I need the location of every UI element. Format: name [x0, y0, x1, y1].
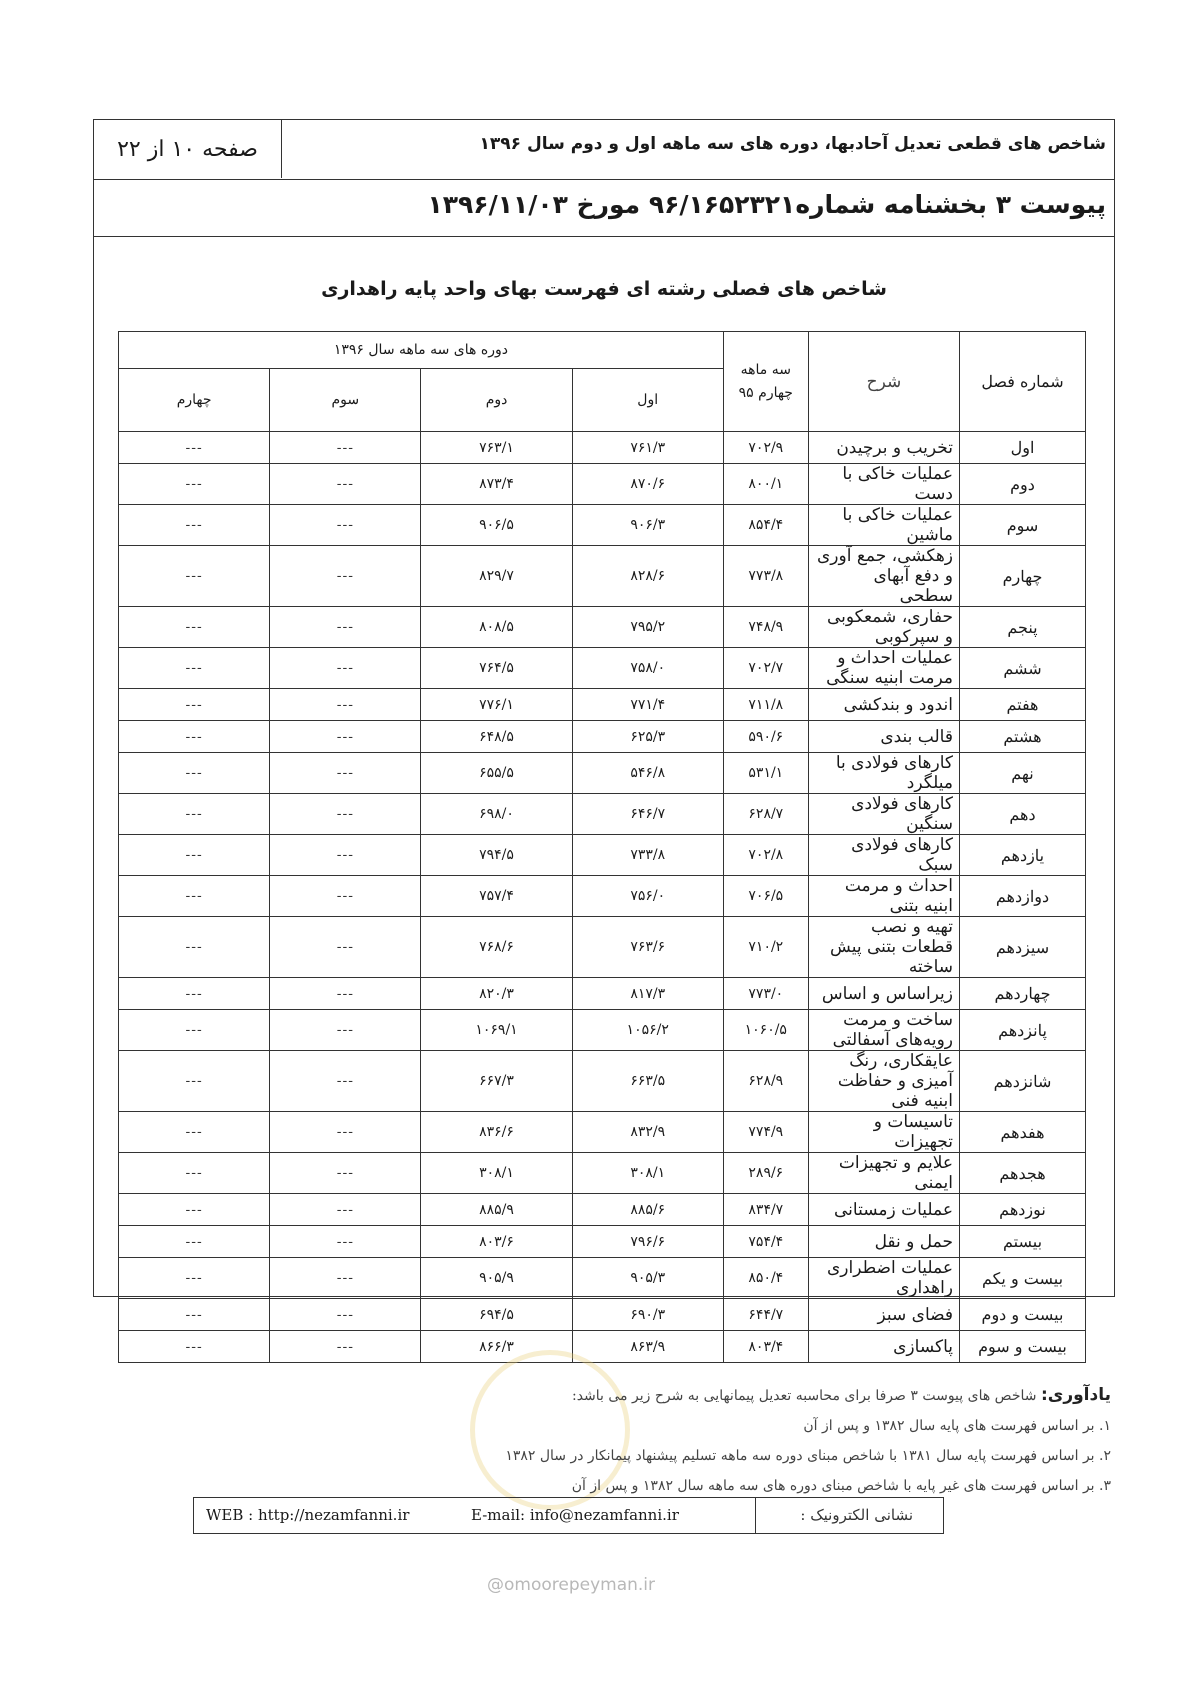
q1-cell: ۹۰۶/۳ — [572, 505, 723, 546]
chapter-cell: یازدهم — [960, 835, 1086, 876]
q2-cell: ۷۹۴/۵ — [421, 835, 572, 876]
chapter-cell: هفدهم — [960, 1112, 1086, 1153]
q4-95-cell: ۸۵۰/۴ — [723, 1258, 808, 1299]
chapter-cell: چهارم — [960, 546, 1086, 607]
table-row — [119, 607, 1086, 648]
description-cell: تهیه و نصب قطعات بتنی پیش ساخته — [808, 917, 959, 978]
q1-cell: ۷۶۱/۳ — [572, 432, 723, 464]
q1-cell: ۸۱۷/۳ — [572, 978, 723, 1010]
q2-cell: ۶۴۸/۵ — [421, 721, 572, 753]
q2-cell: ۸۳۶/۶ — [421, 1112, 572, 1153]
description-cell: عملیات زمستانی — [808, 1194, 959, 1226]
q4-95-cell: ۷۱۰/۲ — [723, 917, 808, 978]
q2-cell: ۱۰۶۹/۱ — [421, 1010, 572, 1051]
q3-cell: --- — [270, 1153, 421, 1194]
header-q2: دوم — [421, 369, 572, 432]
header-1396-group: دوره های سه ماهه سال ۱۳۹۶ — [119, 332, 724, 369]
q4-cell: --- — [119, 1112, 270, 1153]
table-row — [119, 546, 1086, 607]
chapter-cell: نهم — [960, 753, 1086, 794]
q4-95-cell: ۷۰۲/۹ — [723, 432, 808, 464]
q1-cell: ۷۷۱/۴ — [572, 689, 723, 721]
chapter-cell: هجدهم — [960, 1153, 1086, 1194]
q4-95-cell: ۲۸۹/۶ — [723, 1153, 808, 1194]
description-cell: قالب بندی — [808, 721, 959, 753]
q4-cell: --- — [119, 505, 270, 546]
q3-cell: --- — [270, 505, 421, 546]
q4-cell: --- — [119, 464, 270, 505]
q4-cell: --- — [119, 432, 270, 464]
table-row — [119, 1258, 1086, 1299]
chapter-cell: بیست و یکم — [960, 1258, 1086, 1299]
q3-cell: --- — [270, 432, 421, 464]
q3-cell: --- — [270, 1194, 421, 1226]
table-row — [119, 1153, 1086, 1194]
q4-cell: --- — [119, 546, 270, 607]
description-cell: کارهای فولادی سبک — [808, 835, 959, 876]
q4-cell: --- — [119, 721, 270, 753]
q4-95-cell: ۷۵۴/۴ — [723, 1226, 808, 1258]
chapter-cell: نوزدهم — [960, 1194, 1086, 1226]
q4-cell: --- — [119, 753, 270, 794]
header-description: شرح — [808, 332, 959, 432]
q4-cell: --- — [119, 876, 270, 917]
q2-cell: ۸۶۶/۳ — [421, 1331, 572, 1363]
chapter-cell: سیزدهم — [960, 917, 1086, 978]
chapter-cell: پنجم — [960, 607, 1086, 648]
q3-cell: --- — [270, 917, 421, 978]
q1-cell: ۸۳۲/۹ — [572, 1112, 723, 1153]
q2-cell: ۸۸۵/۹ — [421, 1194, 572, 1226]
q4-95-cell: ۷۰۲/۷ — [723, 648, 808, 689]
contact-footer — [193, 1497, 944, 1534]
q2-cell: ۸۰۸/۵ — [421, 607, 572, 648]
table-row — [119, 1194, 1086, 1226]
notes-heading: یادآوری: — [1040, 1385, 1111, 1405]
q4-95-cell: ۷۷۳/۰ — [723, 978, 808, 1010]
chapter-cell: هفتم — [960, 689, 1086, 721]
q1-cell: ۷۵۸/۰ — [572, 648, 723, 689]
q1-cell: ۶۲۵/۳ — [572, 721, 723, 753]
q2-cell: ۳۰۸/۱ — [421, 1153, 572, 1194]
table-row — [119, 1226, 1086, 1258]
q1-cell: ۸۲۸/۶ — [572, 546, 723, 607]
table-row — [119, 978, 1086, 1010]
q3-cell: --- — [270, 1226, 421, 1258]
table-body — [119, 432, 1086, 1363]
q1-cell: ۵۴۶/۸ — [572, 753, 723, 794]
q3-cell: --- — [270, 978, 421, 1010]
chapter-cell: اول — [960, 432, 1086, 464]
notes-intro: شاخص های پیوست ۳ صرفا برای محاسبه تعدیل پیمانهایی به شرح زیر می باشد: — [571, 1388, 1037, 1404]
q1-cell: ۷۵۶/۰ — [572, 876, 723, 917]
q1-cell: ۶۶۳/۵ — [572, 1051, 723, 1112]
q2-cell: ۷۵۷/۴ — [421, 876, 572, 917]
email-link[interactable]: E-mail: info@nezamfanni.ir — [471, 1506, 679, 1524]
q1-cell: ۸۷۰/۶ — [572, 464, 723, 505]
description-cell: کارهای فولادی با میلگرد — [808, 753, 959, 794]
q2-cell: ۹۰۶/۵ — [421, 505, 572, 546]
q1-cell: ۷۹۵/۲ — [572, 607, 723, 648]
document-frame — [93, 119, 1115, 1357]
q2-cell: ۷۶۸/۶ — [421, 917, 572, 978]
document-header — [94, 120, 1114, 180]
q4-95-cell: ۱۰۶۰/۵ — [723, 1010, 808, 1051]
chapter-cell: بیست و دوم — [960, 1299, 1086, 1331]
q1-cell: ۷۹۶/۶ — [572, 1226, 723, 1258]
table-row — [119, 1010, 1086, 1051]
table-row — [119, 464, 1086, 505]
q3-cell: --- — [270, 464, 421, 505]
web-link[interactable]: WEB : http://nezamfanni.ir — [206, 1506, 410, 1524]
q3-cell: --- — [270, 1258, 421, 1299]
description-cell: عایقکاری، رنگ آمیزی و حفاظت ابنیه فنی — [808, 1051, 959, 1112]
q3-cell: --- — [270, 835, 421, 876]
q4-95-cell: ۸۳۴/۷ — [723, 1194, 808, 1226]
chapter-cell: شانزدهم — [960, 1051, 1086, 1112]
description-cell: حمل و نقل — [808, 1226, 959, 1258]
q2-cell: ۶۵۵/۵ — [421, 753, 572, 794]
q3-cell: --- — [270, 1010, 421, 1051]
q1-cell: ۸۸۵/۶ — [572, 1194, 723, 1226]
q4-cell: --- — [119, 1331, 270, 1363]
q2-cell: ۸۷۳/۴ — [421, 464, 572, 505]
note-item: ۳. بر اساس فهرست های غیر پایه با شاخص مبنای دوره های سه ماهه سال ۱۳۸۲ و پس از آن — [571, 1478, 1111, 1494]
index-table — [118, 331, 1086, 1363]
table-row — [119, 917, 1086, 978]
table-row — [119, 1112, 1086, 1153]
q2-cell: ۷۷۶/۱ — [421, 689, 572, 721]
q2-cell: ۷۶۳/۱ — [421, 432, 572, 464]
q4-cell: --- — [119, 607, 270, 648]
chapter-cell: بیست و سوم — [960, 1331, 1086, 1363]
description-cell: فضای سبز — [808, 1299, 959, 1331]
description-cell: تاسیسات و تجهیزات — [808, 1112, 959, 1153]
q2-cell: ۸۲۰/۳ — [421, 978, 572, 1010]
description-cell: حفاری، شمعکوبی و سپرکوبی — [808, 607, 959, 648]
q3-cell: --- — [270, 546, 421, 607]
table-row — [119, 648, 1086, 689]
description-cell: عملیات احداث و مرمت ابنیه سنگی — [808, 648, 959, 689]
q4-cell: --- — [119, 978, 270, 1010]
table-row — [119, 721, 1086, 753]
description-cell: عملیات اضطراری راهداری — [808, 1258, 959, 1299]
q4-cell: --- — [119, 1226, 270, 1258]
q2-cell: ۶۹۴/۵ — [421, 1299, 572, 1331]
header-q1: اول — [572, 369, 723, 432]
q3-cell: --- — [270, 721, 421, 753]
description-cell: کارهای فولادی سنگین — [808, 794, 959, 835]
chapter-cell: بیستم — [960, 1226, 1086, 1258]
q3-cell: --- — [270, 1112, 421, 1153]
table-row — [119, 794, 1086, 835]
chapter-cell: دوازدهم — [960, 876, 1086, 917]
chapter-cell: دهم — [960, 794, 1086, 835]
chapter-cell: دوم — [960, 464, 1086, 505]
table-row — [119, 876, 1086, 917]
table-row — [119, 753, 1086, 794]
chapter-cell: هشتم — [960, 721, 1086, 753]
description-cell: ساخت و مرمت رویه‌های آسفالتی — [808, 1010, 959, 1051]
q2-cell: ۸۰۳/۶ — [421, 1226, 572, 1258]
description-cell: اندود و بندکشی — [808, 689, 959, 721]
table-row — [119, 1051, 1086, 1112]
q4-cell: --- — [119, 1153, 270, 1194]
header-q3: سوم — [270, 369, 421, 432]
q2-cell: ۶۶۷/۳ — [421, 1051, 572, 1112]
q4-95-cell: ۶۴۴/۷ — [723, 1299, 808, 1331]
q4-95-cell: ۷۷۴/۹ — [723, 1112, 808, 1153]
description-cell: عملیات خاکی با دست — [808, 464, 959, 505]
table-row — [119, 835, 1086, 876]
q4-95-cell: ۸۰۳/۴ — [723, 1331, 808, 1363]
q3-cell: --- — [270, 794, 421, 835]
q3-cell: --- — [270, 1051, 421, 1112]
chapter-cell: پانزدهم — [960, 1010, 1086, 1051]
q1-cell: ۷۳۳/۸ — [572, 835, 723, 876]
q3-cell: --- — [270, 1299, 421, 1331]
q4-cell: --- — [119, 1299, 270, 1331]
description-cell: احداث و مرمت ابنیه بتنی — [808, 876, 959, 917]
q4-95-cell: ۷۴۸/۹ — [723, 607, 808, 648]
table-row — [119, 689, 1086, 721]
note-item: ۱. بر اساس فهرست های پایه سال ۱۳۸۲ و پس از آن — [803, 1418, 1111, 1434]
q1-cell: ۶۹۰/۳ — [572, 1299, 723, 1331]
q2-cell: ۷۶۴/۵ — [421, 648, 572, 689]
q4-cell: --- — [119, 1258, 270, 1299]
description-cell: عملیات خاکی با ماشین — [808, 505, 959, 546]
q1-cell: ۷۶۳/۶ — [572, 917, 723, 978]
q4-cell: --- — [119, 1194, 270, 1226]
q4-95-cell: ۷۰۲/۸ — [723, 835, 808, 876]
header-chapter: شماره فصل — [960, 332, 1086, 432]
q4-cell: --- — [119, 835, 270, 876]
table-title: شاخص های فصلی رشته ای فهرست بهای واحد پایه راهداری — [321, 278, 887, 300]
q4-95-cell: ۷۷۳/۸ — [723, 546, 808, 607]
table-row — [119, 1331, 1086, 1363]
q3-cell: --- — [270, 753, 421, 794]
description-cell: پاکسازی — [808, 1331, 959, 1363]
document-title: شاخص های قطعی تعدیل آحادبها، دوره های سه ماهه اول و دوم سال ۱۳۹۶ — [479, 134, 1106, 154]
q1-cell: ۱۰۵۶/۲ — [572, 1010, 723, 1051]
address-label: نشانی الکترونیک : — [755, 1498, 943, 1533]
header-q4-95: سه ماهه چهارم ۹۵ — [723, 332, 808, 432]
chapter-cell: سوم — [960, 505, 1086, 546]
q2-cell: ۶۹۸/۰ — [421, 794, 572, 835]
q1-cell: ۸۶۳/۹ — [572, 1331, 723, 1363]
description-cell: زهکشی، جمع آوری و دفع آبهای سطحی — [808, 546, 959, 607]
q1-cell: ۶۴۶/۷ — [572, 794, 723, 835]
header-q4: چهارم — [119, 369, 270, 432]
q3-cell: --- — [270, 648, 421, 689]
q4-cell: --- — [119, 689, 270, 721]
page-number: صفحه ۱۰ از ۲۲ — [94, 120, 282, 178]
description-cell: تخریب و برچیدن — [808, 432, 959, 464]
table-row — [119, 505, 1086, 546]
note-item: ۲. بر اساس فهرست پایه سال ۱۳۸۱ با شاخص مبنای دوره سه ماهه تسلیم پیشنهاد پیمانکار در سال ۱۳۸۲ — [505, 1448, 1111, 1464]
q4-cell: --- — [119, 794, 270, 835]
description-cell: علایم و تجهیزات ایمنی — [808, 1153, 959, 1194]
chapter-cell: چهاردهم — [960, 978, 1086, 1010]
circular-reference: پیوست ۳ بخشنامه شماره۹۶/۱۶۵۲۳۲۱ مورخ ۱۳۹۶/۱۱/۰۳ — [427, 190, 1106, 219]
q2-cell: ۹۰۵/۹ — [421, 1258, 572, 1299]
description-cell: زیراساس و اساس — [808, 978, 959, 1010]
q4-95-cell: ۸۵۴/۴ — [723, 505, 808, 546]
q4-95-cell: ۸۰۰/۱ — [723, 464, 808, 505]
q4-95-cell: ۶۲۸/۷ — [723, 794, 808, 835]
chapter-cell: ششم — [960, 648, 1086, 689]
q4-95-cell: ۵۳۱/۱ — [723, 753, 808, 794]
q2-cell: ۸۲۹/۷ — [421, 546, 572, 607]
circular-header — [94, 180, 1114, 237]
q1-cell: ۹۰۵/۳ — [572, 1258, 723, 1299]
q4-95-cell: ۷۱۱/۸ — [723, 689, 808, 721]
site-watermark: @omoorepeyman.ir — [487, 1575, 656, 1595]
q3-cell: --- — [270, 607, 421, 648]
table-row — [119, 432, 1086, 464]
q3-cell: --- — [270, 689, 421, 721]
reminder-notes — [505, 1380, 1111, 1501]
q4-95-cell: ۵۹۰/۶ — [723, 721, 808, 753]
q3-cell: --- — [270, 876, 421, 917]
q4-cell: --- — [119, 1010, 270, 1051]
q4-cell: --- — [119, 917, 270, 978]
q1-cell: ۳۰۸/۱ — [572, 1153, 723, 1194]
table-row — [119, 1299, 1086, 1331]
q4-95-cell: ۷۰۶/۵ — [723, 876, 808, 917]
q4-95-cell: ۶۲۸/۹ — [723, 1051, 808, 1112]
q4-cell: --- — [119, 1051, 270, 1112]
q4-cell: --- — [119, 648, 270, 689]
q3-cell: --- — [270, 1331, 421, 1363]
